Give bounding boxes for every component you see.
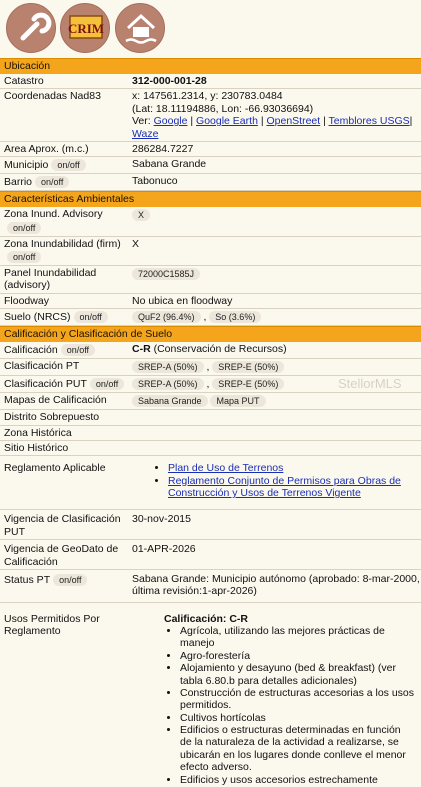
status-pt-toggle[interactable]: on/off — [53, 574, 87, 586]
reglamento-item-2 — [168, 475, 421, 500]
calificacion-label-cell — [0, 342, 130, 358]
zona-historica-value — [130, 426, 421, 440]
status-pt-value: Sabana Grande: Municipio autónomo (aprobado: 8-mar-2000, última revisión:1-apr-2026) — [132, 572, 420, 598]
usos-item: • Agro-forestería — [180, 650, 415, 662]
top-toolbar — [0, 0, 421, 58]
sitio-historico-row — [0, 441, 421, 456]
municipio-label-cell — [0, 157, 130, 173]
svg-text:CRIM: CRIM — [67, 21, 105, 36]
panel-value: 72000C1585J — [132, 268, 200, 280]
zona-firm-label-cell — [0, 237, 130, 265]
link-tool-icon[interactable] — [6, 3, 56, 53]
google-link[interactable]: Google — [153, 115, 188, 128]
vigencia-put-label: Vigencia de Clasificación PUT — [4, 513, 121, 538]
clasificacion-pt-value-2: SREP-E (50%) — [212, 361, 284, 373]
zona-firm-toggle[interactable]: on/off — [7, 251, 41, 263]
sitio-historico-value — [130, 441, 421, 455]
coordenadas-row — [0, 89, 421, 142]
suelo-row — [0, 309, 421, 326]
area-label: Area Aprox. (m.c.) — [4, 142, 89, 155]
clasificacion-put-toggle[interactable]: on/off — [90, 378, 124, 390]
zona-firm-label: Zona Inundabilidad (firm) — [4, 237, 121, 250]
google-earth-link[interactable]: Google Earth — [196, 115, 258, 128]
vigencia-geodato-label: Vigencia de GeoDato de Calificación — [4, 543, 119, 568]
panel-row — [0, 266, 421, 294]
barrio-label: Barrio — [4, 176, 33, 189]
house-flood-icon[interactable] — [115, 3, 165, 53]
barrio-value: Tabonuco — [132, 175, 178, 188]
status-pt-label-cell — [0, 572, 130, 599]
calificacion-label: Calificación — [4, 344, 58, 357]
area-row — [0, 142, 421, 157]
zona-firm-row — [0, 237, 421, 266]
coordenadas-links: Ver: Google | Google Earth | OpenStreet | Temblores USGS| Waze — [132, 115, 413, 140]
suelo-label-cell — [0, 309, 130, 325]
zona-historica-label: Zona Histórica — [4, 426, 72, 439]
crim-logo-icon[interactable] — [60, 3, 110, 53]
suelo-value-1: QuF2 (96.4%) — [132, 311, 201, 323]
suelo-label: Suelo (NRCS) — [4, 311, 71, 324]
status-pt-label: Status PT — [4, 573, 51, 586]
section-ambientales-header: Características Ambientales — [0, 191, 421, 207]
usos-row — [0, 603, 421, 787]
vigencia-put-value: 30-nov-2015 — [132, 513, 191, 526]
clasificacion-pt-value-1: SREP-A (50%) — [132, 361, 204, 373]
usos-item: • Cultivos hortícolas — [180, 712, 415, 724]
usos-item: • Alojamiento y desayuno (bed & breakfast) (ver tabla 6.80.b para detalles adicionales) — [180, 662, 415, 687]
mapas-label: Mapas de Calificación — [4, 394, 107, 407]
reglamento-row — [0, 456, 421, 510]
zona-advisory-value: X — [132, 209, 150, 221]
clasificacion-pt-row — [0, 359, 421, 376]
calificacion-desc: (Conservación de Recursos) — [153, 343, 287, 356]
suelo-values: QuF2 (96.4%) , So (3.6%) — [130, 309, 421, 325]
municipio-toggle[interactable]: on/off — [51, 159, 85, 171]
calificacion-code: C-R — [132, 343, 151, 356]
zona-historica-row — [0, 426, 421, 441]
coordenadas-latlon: (Lat: 18.11194886, Lon: -66.93036694) — [132, 102, 314, 115]
clasificacion-put-value-2: SREP-E (50%) — [212, 378, 284, 390]
municipio-label: Municipio — [4, 159, 49, 172]
reglamento-label: Reglamento Aplicable — [4, 462, 106, 475]
reglamento-item-1 — [168, 462, 421, 474]
usos-heading: Calificación: C-R — [164, 612, 249, 625]
barrio-toggle[interactable]: on/off — [35, 176, 69, 188]
temblores-usgs-link[interactable]: Temblores USGS — [328, 115, 410, 128]
usos-list — [130, 612, 421, 787]
openstreet-link[interactable]: OpenStreet — [266, 115, 321, 128]
catastro-row — [0, 74, 421, 89]
usos-item: • Edificios o estructuras determinadas en función de la naturaleza de la actividad a realizarse, se ubicarán en los lugares donde conlleve el menor efecto adverso. — [180, 724, 415, 774]
clasificacion-pt-label: Clasificación PT — [4, 360, 80, 373]
usos-label: Usos Permitidos Por Reglamento — [4, 612, 100, 637]
vigencia-put-row — [0, 510, 421, 540]
floodway-label: Floodway — [4, 294, 49, 307]
municipio-value: Sabana Grande — [132, 158, 207, 171]
clasificacion-put-label-cell — [0, 376, 130, 392]
section-ubicacion-header: Ubicación — [0, 58, 421, 74]
mapa-put-button[interactable]: Mapa PUT — [210, 395, 265, 407]
distrito-value — [130, 410, 421, 424]
floodway-value: No ubica en floodway — [132, 294, 233, 307]
area-value: 286284.7227 — [132, 142, 194, 155]
mapa-sabana-grande-button[interactable]: Sabana Grande — [132, 395, 208, 407]
usos-item: • Edificios y usos accesorios estrechamente — [180, 774, 415, 786]
clasificacion-put-values: SREP-A (50%) , SREP-E (50%) — [130, 376, 421, 392]
panel-value-cell — [130, 266, 421, 293]
zona-advisory-toggle[interactable]: on/off — [7, 222, 41, 234]
zona-advisory-label-cell — [0, 207, 130, 235]
usos-item: • Agrícola, utilizando las mejores prácticas de manejo — [180, 625, 415, 650]
panel-label: Panel Inundabilidad (advisory) — [4, 267, 97, 292]
barrio-row — [0, 174, 421, 191]
calificacion-row — [0, 342, 421, 359]
ver-label: Ver: — [132, 115, 151, 128]
usos-item: • Construcción de estructuras accesorias a los usos permitidos. — [180, 687, 415, 712]
coordenadas-value — [130, 89, 421, 141]
zona-firm-value: X — [132, 237, 140, 250]
vigencia-geodato-value: 01-APR-2026 — [132, 543, 196, 556]
suelo-value-2: So (3.6%) — [209, 311, 261, 323]
distrito-row — [0, 410, 421, 425]
plan-uso-terrenos-link[interactable]: Plan de Uso de Terrenos — [168, 462, 284, 475]
zona-advisory-value-cell — [130, 207, 421, 235]
floodway-row — [0, 294, 421, 309]
clasificacion-pt-values: SREP-A (50%) , SREP-E (50%) — [130, 359, 421, 375]
mapas-row — [0, 393, 421, 410]
catastro-value: 312-000-001-28 — [132, 75, 207, 87]
mapas-values — [130, 393, 421, 409]
zona-advisory-row — [0, 207, 421, 236]
zona-advisory-label: Zona Inund. Advisory — [4, 208, 103, 221]
reglamento-conjunto-link[interactable]: Reglamento Conjunto de Permisos para Obras de Construcción y Usos de Terrenos Vigente — [168, 474, 401, 499]
coordenadas-xy: x: 147561.2314, y: 230783.0484 — [132, 90, 283, 103]
status-pt-row — [0, 570, 421, 603]
calificacion-value — [130, 342, 421, 358]
coordenadas-label: Coordenadas Nad83 — [4, 90, 101, 103]
watermark: StellorMLS — [338, 376, 402, 391]
reglamento-links — [130, 461, 421, 500]
municipio-row — [0, 157, 421, 174]
sitio-historico-label: Sitio Histórico — [4, 441, 69, 454]
calificacion-toggle[interactable]: on/off — [61, 344, 95, 356]
suelo-toggle[interactable]: on/off — [74, 311, 108, 323]
barrio-label-cell — [0, 174, 130, 190]
catastro-label: Catastro — [4, 75, 44, 87]
distrito-label: Distrito Sobrepuesto — [4, 411, 100, 424]
clasificacion-put-value-1: SREP-A (50%) — [132, 378, 204, 390]
waze-link[interactable]: Waze — [132, 127, 159, 140]
clasificacion-put-label: Clasificación PUT — [4, 378, 87, 391]
section-calificacion-header: Calificación y Clasificación de Suelo — [0, 326, 421, 342]
vigencia-geodato-row — [0, 540, 421, 570]
